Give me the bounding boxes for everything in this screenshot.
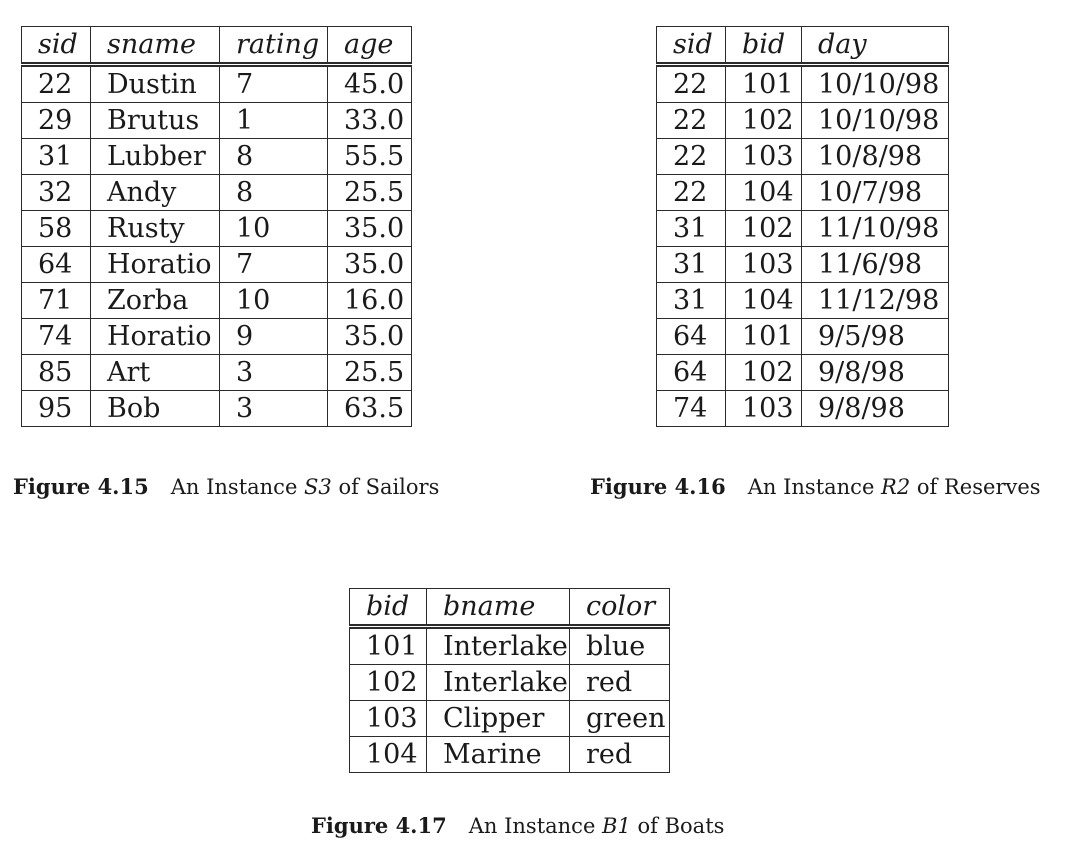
column-header-sid: sid [657, 27, 726, 65]
cell-rating: 8 [220, 175, 328, 211]
cell-bname: Interlake [427, 627, 570, 665]
table-row [22, 139, 412, 175]
cell-age: 35.0 [328, 247, 412, 283]
table-row [657, 247, 949, 283]
column-header-rating: rating [220, 27, 328, 65]
cell-age: 35.0 [328, 319, 412, 355]
cell-bname: Marine [427, 737, 570, 773]
cell-sid: 64 [22, 247, 91, 283]
cell-bname: Clipper [427, 701, 570, 737]
cell-sid: 71 [22, 283, 91, 319]
cell-day: 9/8/98 [802, 355, 949, 391]
table-row [657, 175, 949, 211]
cell-age: 55.5 [328, 139, 412, 175]
cell-sid: 31 [657, 211, 726, 247]
table-row [22, 103, 412, 139]
boats-figure-caption [311, 813, 724, 838]
cell-bid: 102 [350, 665, 427, 701]
cell-age: 63.5 [328, 391, 412, 427]
cell-rating: 8 [220, 139, 328, 175]
cell-day: 11/10/98 [802, 211, 949, 247]
table-row [22, 247, 412, 283]
cell-sid: 22 [657, 175, 726, 211]
cell-day: 9/5/98 [802, 319, 949, 355]
cell-sname: Brutus [91, 103, 220, 139]
table-row [350, 665, 670, 701]
cell-rating: 10 [220, 283, 328, 319]
reserves-table-header [657, 27, 949, 65]
instance-name: S3 [304, 475, 332, 499]
cell-color: red [570, 665, 670, 701]
cell-sid: 22 [657, 65, 726, 103]
table-row [22, 391, 412, 427]
cell-sid: 64 [657, 319, 726, 355]
table-row [350, 737, 670, 773]
table-row [657, 103, 949, 139]
cell-sid: 74 [22, 319, 91, 355]
cell-rating: 9 [220, 319, 328, 355]
cell-sid: 64 [657, 355, 726, 391]
cell-bname: Interlake [427, 665, 570, 701]
cell-sid: 31 [22, 139, 91, 175]
cell-day: 11/6/98 [802, 247, 949, 283]
instance-name: R2 [881, 475, 911, 499]
cell-sname: Horatio [91, 319, 220, 355]
cell-day: 10/10/98 [802, 103, 949, 139]
cell-bid: 104 [726, 175, 802, 211]
cell-age: 25.5 [328, 175, 412, 211]
figure-text: An Instance S3 of Sailors [170, 475, 440, 499]
instance-name: B1 [602, 814, 631, 838]
cell-sid: 85 [22, 355, 91, 391]
column-header-sid: sid [22, 27, 91, 65]
cell-sname: Lubber [91, 139, 220, 175]
cell-sid: 29 [22, 103, 91, 139]
table-row [350, 701, 670, 737]
column-header-age: age [328, 27, 412, 65]
cell-sid: 22 [22, 65, 91, 103]
figure-text: An Instance R2 of Reserves [747, 475, 1041, 499]
figure-number: Figure 4.16 [590, 474, 726, 499]
column-header-bname: bname [427, 589, 570, 627]
header-row [22, 27, 412, 65]
table-row [350, 627, 670, 665]
cell-bid: 104 [726, 283, 802, 319]
cell-bid: 103 [350, 701, 427, 737]
column-header-bid: bid [726, 27, 802, 65]
sailors-table-header [22, 27, 412, 65]
cell-sname: Rusty [91, 211, 220, 247]
boats-table [349, 588, 670, 773]
cell-sid: 32 [22, 175, 91, 211]
cell-sname: Art [91, 355, 220, 391]
figure-text: An Instance B1 of Boats [468, 814, 725, 838]
cell-rating: 7 [220, 247, 328, 283]
cell-rating: 10 [220, 211, 328, 247]
cell-bid: 101 [350, 627, 427, 665]
table-row [657, 283, 949, 319]
cell-sname: Bob [91, 391, 220, 427]
cell-age: 35.0 [328, 211, 412, 247]
cell-age: 45.0 [328, 65, 412, 103]
cell-sid: 31 [657, 283, 726, 319]
column-header-sname: sname [91, 27, 220, 65]
cell-age: 16.0 [328, 283, 412, 319]
cell-day: 9/8/98 [802, 391, 949, 427]
table-row [22, 175, 412, 211]
cell-sname: Andy [91, 175, 220, 211]
cell-day: 11/12/98 [802, 283, 949, 319]
cell-bid: 104 [350, 737, 427, 773]
table-row [22, 65, 412, 103]
table-row [657, 211, 949, 247]
boats-table-body [350, 627, 670, 773]
cell-day: 10/7/98 [802, 175, 949, 211]
table-row [657, 65, 949, 103]
sailors-figure-caption [13, 474, 439, 499]
cell-age: 25.5 [328, 355, 412, 391]
cell-rating: 1 [220, 103, 328, 139]
boats-table-header [350, 589, 670, 627]
cell-bid: 103 [726, 139, 802, 175]
cell-rating: 3 [220, 355, 328, 391]
table-row [657, 319, 949, 355]
table-row [22, 355, 412, 391]
cell-sid: 22 [657, 139, 726, 175]
cell-sid: 95 [22, 391, 91, 427]
cell-day: 10/8/98 [802, 139, 949, 175]
cell-bid: 103 [726, 247, 802, 283]
cell-bid: 102 [726, 211, 802, 247]
cell-sname: Horatio [91, 247, 220, 283]
cell-bid: 101 [726, 319, 802, 355]
cell-rating: 7 [220, 65, 328, 103]
cell-sname: Zorba [91, 283, 220, 319]
cell-rating: 3 [220, 391, 328, 427]
reserves-figure-caption [590, 474, 1041, 499]
cell-bid: 101 [726, 65, 802, 103]
cell-bid: 102 [726, 103, 802, 139]
cell-day: 10/10/98 [802, 65, 949, 103]
cell-sname: Dustin [91, 65, 220, 103]
cell-bid: 103 [726, 391, 802, 427]
reserves-table-body [657, 65, 949, 427]
cell-sid: 22 [657, 103, 726, 139]
column-header-bid: bid [350, 589, 427, 627]
header-row [657, 27, 949, 65]
cell-sid: 31 [657, 247, 726, 283]
table-row [22, 319, 412, 355]
reserves-table [656, 26, 949, 427]
cell-color: green [570, 701, 670, 737]
table-row [657, 391, 949, 427]
table-row [657, 139, 949, 175]
table-row [657, 355, 949, 391]
figure-number: Figure 4.17 [311, 813, 447, 838]
header-row [350, 589, 670, 627]
column-header-color: color [570, 589, 670, 627]
cell-color: blue [570, 627, 670, 665]
figure-number: Figure 4.15 [13, 474, 149, 499]
sailors-table-body [22, 65, 412, 427]
cell-bid: 102 [726, 355, 802, 391]
column-header-day: day [802, 27, 949, 65]
cell-color: red [570, 737, 670, 773]
sailors-table [21, 26, 412, 427]
cell-age: 33.0 [328, 103, 412, 139]
cell-sid: 58 [22, 211, 91, 247]
table-row [22, 283, 412, 319]
table-row [22, 211, 412, 247]
cell-sid: 74 [657, 391, 726, 427]
